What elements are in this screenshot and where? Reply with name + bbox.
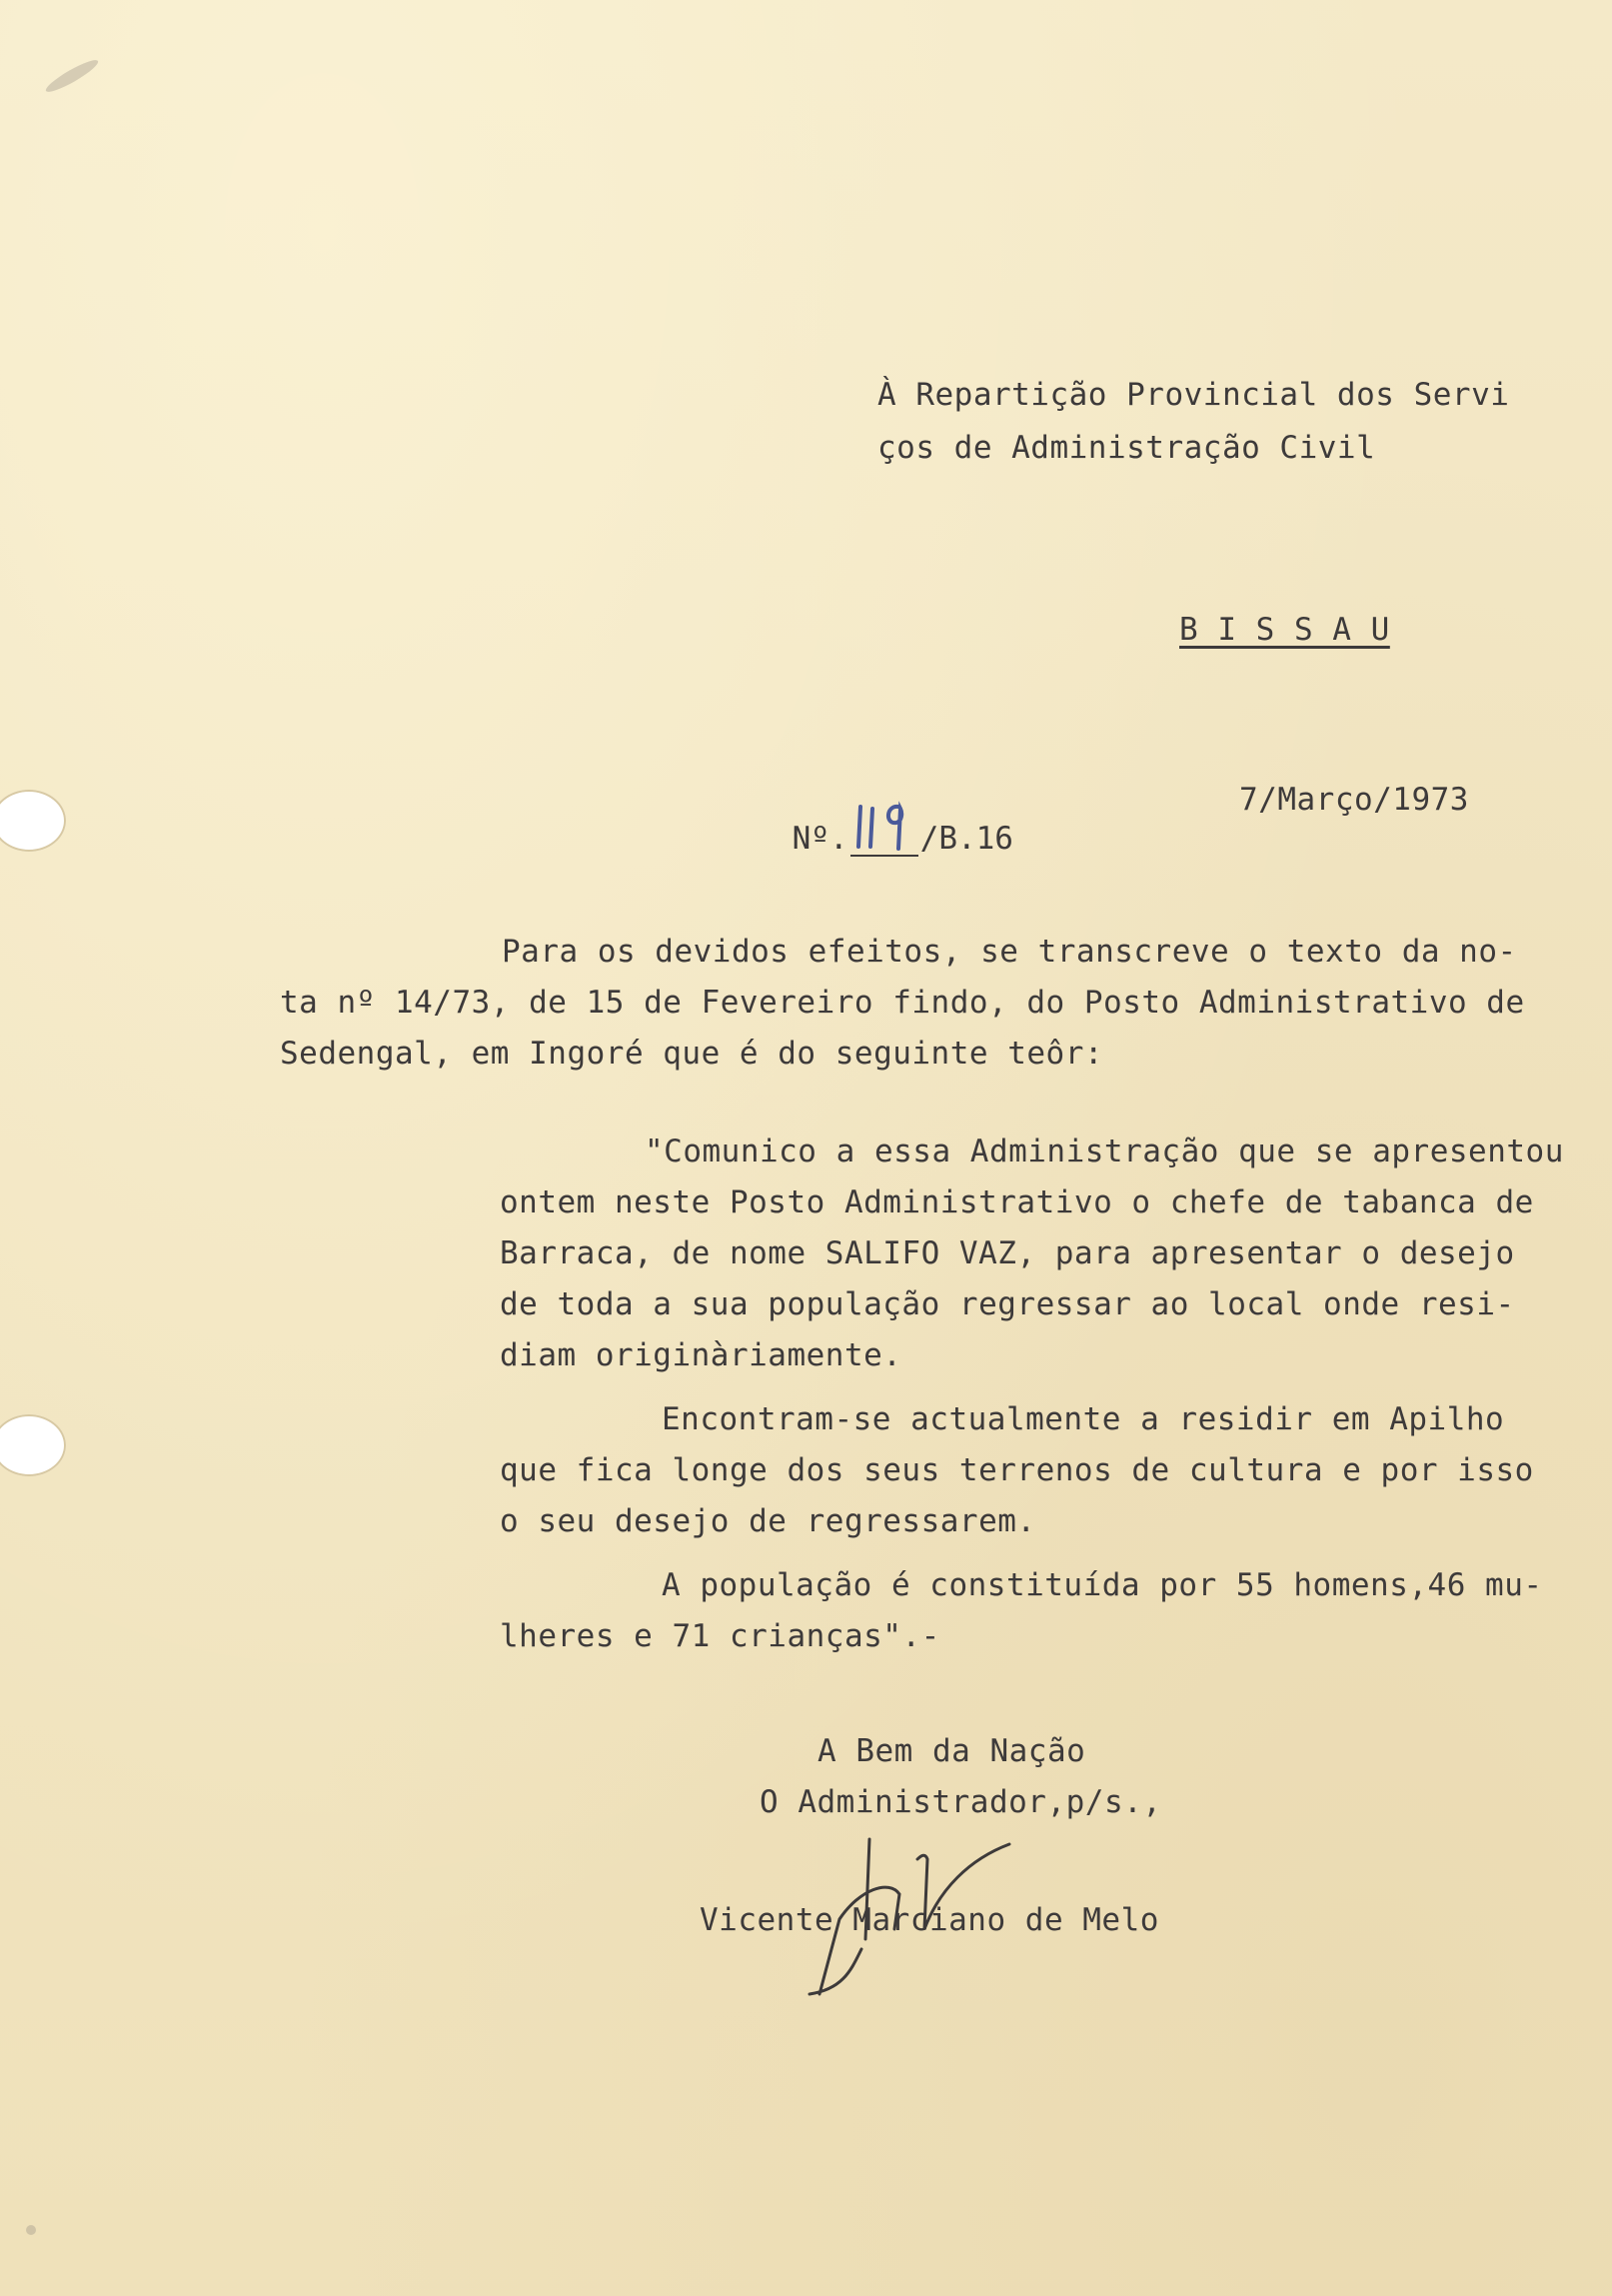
closing-salutation: A Bem da Nação [817,1733,1086,1769]
intro-line-1: Para os devidos efeitos, se transcreve o texto da no- [502,934,1517,970]
punch-hole-top [0,790,66,852]
intro-line-3: Sedengal, em Ingoré que é do seguinte teôr: [280,1036,1104,1072]
closing-title: O Administrador,p/s., [760,1784,1162,1820]
intro-line-2: ta nº 14/73, de 15 de Fevereiro findo, do Posto Administrativo de [280,985,1525,1021]
quote-p3-line-1: A população é constituída por 55 homens,46 mu- [662,1567,1543,1603]
stain-dot [26,2225,36,2235]
quote-p1-line-2: ontem neste Posto Administrativo o chefe de tabanca de [500,1184,1534,1220]
quote-p1-line-3: Barraca, de nome SALIFO VAZ, para apresentar o desejo [500,1235,1515,1271]
reference-suffix: /B.16 [919,821,1013,857]
quote-p1-line-4: de toda a sua população regressar ao local onde resi- [500,1286,1515,1322]
quote-p2-line-1: Encontram-se actualmente a residir em Apilho [662,1401,1505,1437]
quote-p3-line-2: lheres e 71 crianças".- [500,1618,940,1654]
addressee-line-1: À Repartição Provincial dos Servi [877,377,1510,413]
reference-prefix: Nº. [792,821,848,857]
quote-p1-line-1: "Comunico a essa Administração que se apresentou [645,1134,1564,1169]
quote-p1-line-5: diam originàriamente. [500,1337,902,1373]
addressee-line-2: ços de Administração Civil [877,430,1376,466]
punch-hole-bottom [0,1414,66,1476]
handwritten-number [850,825,918,857]
quote-p2-line-2: que fica longe dos seus terrenos de cultura e por isso [500,1452,1534,1488]
letter-date: 7/Março/1973 [1239,782,1469,818]
stain-mark [43,56,101,96]
reference-number [718,785,1013,893]
signatory-name: Vicente Marciano de Melo [700,1902,1159,1938]
addressee-city: B I S S A U [1179,612,1390,648]
quote-p2-line-3: o seu desejo de regressarem. [500,1503,1036,1539]
